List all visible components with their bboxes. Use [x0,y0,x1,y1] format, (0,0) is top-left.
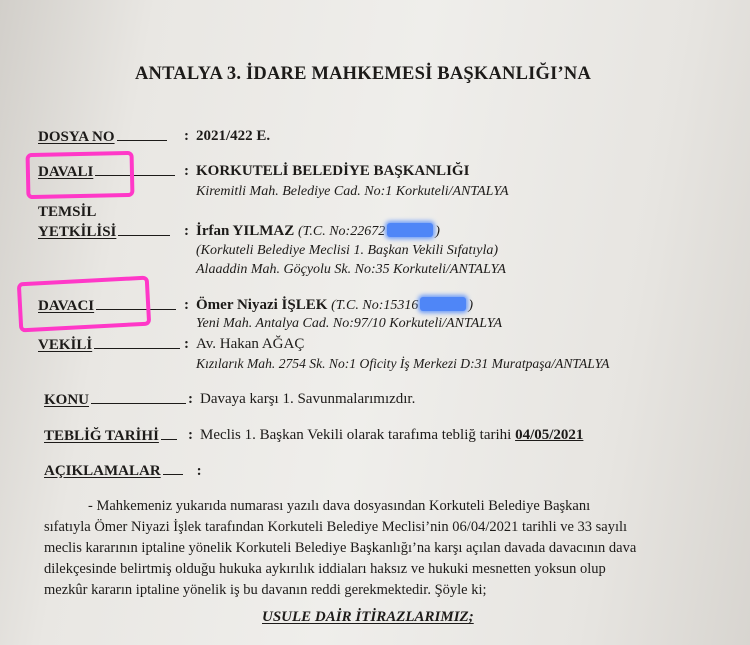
address-vekili: Kızılarık Mah. 2754 Sk. No:1 Oficity İş Merkezi D:31 Muratpaşa/ANTALYA [196,356,610,371]
label-davaci: DAVACI [38,297,176,315]
colon: : [184,163,189,179]
colon: : [188,427,193,443]
label-yetkilisi: YETKİLİSİ [38,223,170,241]
highlighter-circle-davaci [17,276,151,333]
value-konu: Davaya karşı 1. Savunmalarımızdır. [200,391,416,407]
document-title: ANTALYA 3. İDARE MAHKEMESİ BAŞKANLIĞI’NA [135,64,592,84]
label-konu: KONU [44,391,186,409]
body-paragraph [44,496,700,601]
label-dosya-no: DOSYA NO [38,128,167,146]
colon: : [184,297,189,313]
colon: : [188,391,193,407]
value-davaci: Ömer Niyazi İŞLEK (T.C. No:15316 ) [196,297,474,313]
value-vekili: Av. Hakan AĞAÇ [196,336,305,352]
colon: : [184,223,189,239]
section-subheading: USULE DAİR İTİRAZLARIMIZ; [262,609,474,625]
address-davali: Kiremitli Mah. Belediye Cad. No:1 Korkuteli/ANTALYA [196,184,509,199]
value-teblig-tarihi: Meclis 1. Başkan Vekili olarak tarafıma tebliğ tarihi 04/05/2021 [200,427,584,443]
label-vekili: VEKİLİ [38,336,180,354]
colon: : [184,128,189,144]
paragraph-line: mezkûr kararın iptaline yönelik iş bu davanın reddi gerekmektedir. Şöyle ki; [44,582,487,598]
value-davali: KORKUTELİ BELEDİYE BAŞKANLIĞI [196,163,470,179]
redaction-mark [387,223,433,237]
label-teblig-tarihi: TEBLİĞ TARİHİ [44,427,177,445]
redaction-mark [420,297,466,311]
label-davali: DAVALI [38,163,175,181]
address-davaci: Yeni Mah. Antalya Cad. No:97/10 Korkuteli/ANTALYA [196,316,503,331]
label-aciklamalar: AÇIKLAMALAR : [44,463,202,479]
colon: : [184,336,189,352]
paragraph-line: - Mahkemeniz yukarıda numarası yazılı dava dosyasından Korkuteli Belediye Başkanı [88,498,591,514]
label-temsil: TEMSİL [38,204,97,220]
value-dosya-no: 2021/422 E. [196,128,271,144]
address-temsil: Alaaddin Mah. Göçyolu Sk. No:35 Korkuteli/ANTALYA [196,262,506,277]
paragraph-line: sıfatıyla Ömer Niyazi İşlek tarafından Korkuteli Belediye Meclisi’nin 06/04/2021 tarihli ve 33 sayılı [44,519,628,535]
paragraph-line: meclis kararının iptaline yönelik Korkuteli Belediye Başkanlığı’na karşı açılan davada davacının dava [44,540,637,556]
paragraph-line: dilekçesinde belirtmiş olduğu hukuka aykırılık iddiaları haksız ve hukuki mesnetten yoksun olup [44,561,606,577]
value-temsil: İrfan YILMAZ (T.C. No:22672 ) [196,223,440,239]
role-temsil: (Korkuteli Belediye Meclisi 1. Başkan Vekili Sıfatıyla) [196,243,499,258]
highlighter-circle-davali [26,151,135,199]
